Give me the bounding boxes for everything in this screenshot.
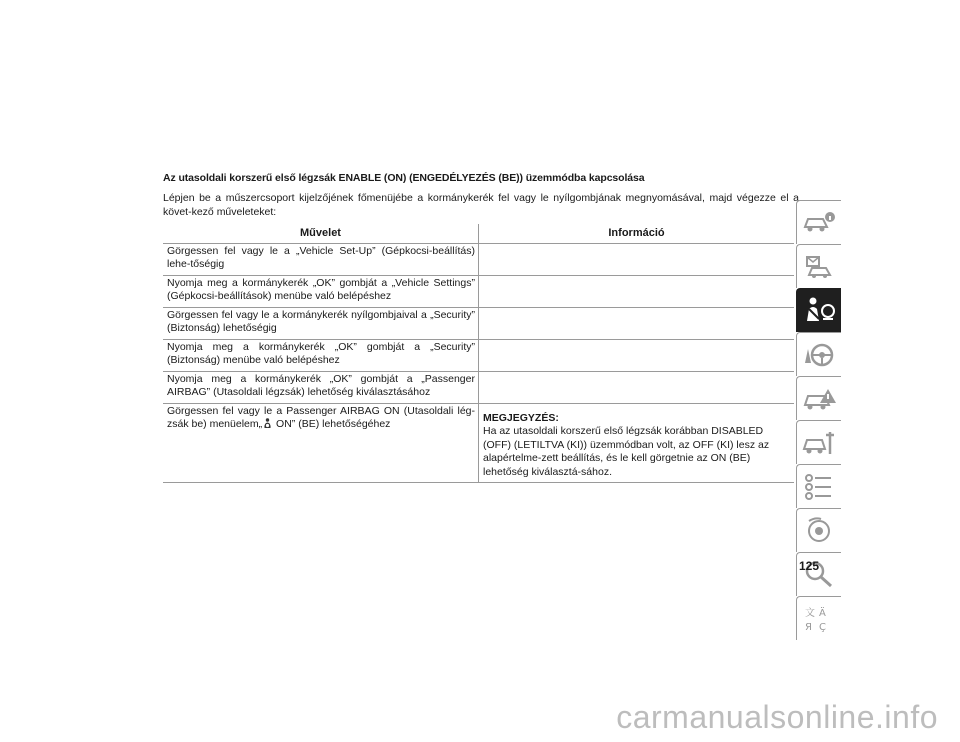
note-text: Ha az utasoldali korszerű első légzsák korábban DISABLED (OFF) (LETILTVA (KI)) üzemmódban volt, az OFF (KI) lesz az alapértelme-zett beállítás, és le kell görgetnie az ON (BE) lehetőség kiválasztá-sához. xyxy=(483,425,770,478)
action-cell: Görgessen fel vagy le a „Vehicle Set-Up” (Gépkocsi-beállítás) lehe-tőségig xyxy=(163,243,479,275)
svg-text:Ä: Ä xyxy=(819,608,826,619)
note-title: MEGJEGYZÉS: xyxy=(483,411,559,424)
page-number: 125 xyxy=(799,559,820,573)
car-service-tools-icon xyxy=(801,427,837,457)
svg-text:文: 文 xyxy=(805,608,815,619)
action-cell: Nyomja meg a kormánykerék „OK” gombját a „Vehicle Settings” (Gépkocsi-beállítások) menübe való belépéshez xyxy=(163,275,479,307)
table-row xyxy=(163,339,794,371)
tab-car-info[interactable] xyxy=(796,200,841,244)
info-cell xyxy=(479,307,795,339)
car-info-icon xyxy=(801,207,837,237)
column-header-action: Művelet xyxy=(163,224,479,243)
info-cell xyxy=(479,243,795,275)
tab-driving[interactable] xyxy=(796,332,841,376)
svg-text:Я: Я xyxy=(805,622,812,633)
tab-emergency[interactable] xyxy=(796,376,841,420)
action-cell: Nyomja meg a kormánykerék „OK” gombját a „Security” (Biztonság) menübe való belépéshez xyxy=(163,339,479,371)
table-row xyxy=(163,275,794,307)
watermark: carmanualsonline.info xyxy=(616,699,938,735)
table-row xyxy=(163,307,794,339)
action-cell: Görgessen fel vagy le a kormánykerék nyílgombjaival a „Security” (Biztonság) lehetőségig xyxy=(163,307,479,339)
column-header-info: Információ xyxy=(479,224,795,243)
tab-specifications[interactable] xyxy=(796,464,841,508)
specifications-list-icon xyxy=(801,471,837,501)
seatbelt-airbag-icon xyxy=(801,295,837,325)
languages-icon xyxy=(801,603,837,633)
tab-languages[interactable] xyxy=(796,596,841,640)
tab-multimedia[interactable] xyxy=(796,508,841,552)
tab-car-envelope[interactable] xyxy=(796,244,841,288)
action-cell xyxy=(163,403,479,483)
procedure-table xyxy=(163,224,794,483)
action-cell: Nyomja meg a kormánykerék „OK” gombját a „Passenger AIRBAG” (Utasoldali légzsák) lehetőség kiválasztásához xyxy=(163,371,479,403)
action-text-start: Görgessen fel vagy le a Passenger AIRBAG ON (Utasoldali lég-zsák be) menüelem„ xyxy=(167,404,475,430)
table-row xyxy=(163,243,794,275)
info-cell xyxy=(479,403,795,483)
table-row xyxy=(163,403,794,483)
steering-wheel-icon xyxy=(801,339,837,369)
tab-servicing[interactable] xyxy=(796,420,841,464)
section-heading: Az utasoldali korszerű első légzsák ENABLE (ON) (ENGEDÉLYEZÉS (BE)) üzemmódba kapcsolása xyxy=(163,172,645,184)
info-cell xyxy=(479,371,795,403)
svg-text:Ç: Ç xyxy=(819,622,826,633)
car-envelope-icon xyxy=(801,251,837,281)
info-cell xyxy=(479,275,795,307)
action-text-end: ON” (BE) lehetőségéhez xyxy=(273,418,391,430)
multimedia-icon xyxy=(801,515,837,545)
table-row xyxy=(163,371,794,403)
passenger-airbag-icon xyxy=(263,418,272,429)
info-cell xyxy=(479,339,795,371)
intro-paragraph: Lépjen be a műszercsoport kijelzőjének főmenüjébe a kormánykerék fel vagy le nyílgombjának megnyomásával, majd végezze el a követ-kező műveleteket: xyxy=(163,192,799,218)
car-warning-icon xyxy=(801,383,837,413)
table-header-row xyxy=(163,224,794,243)
tab-safety[interactable] xyxy=(796,288,841,332)
